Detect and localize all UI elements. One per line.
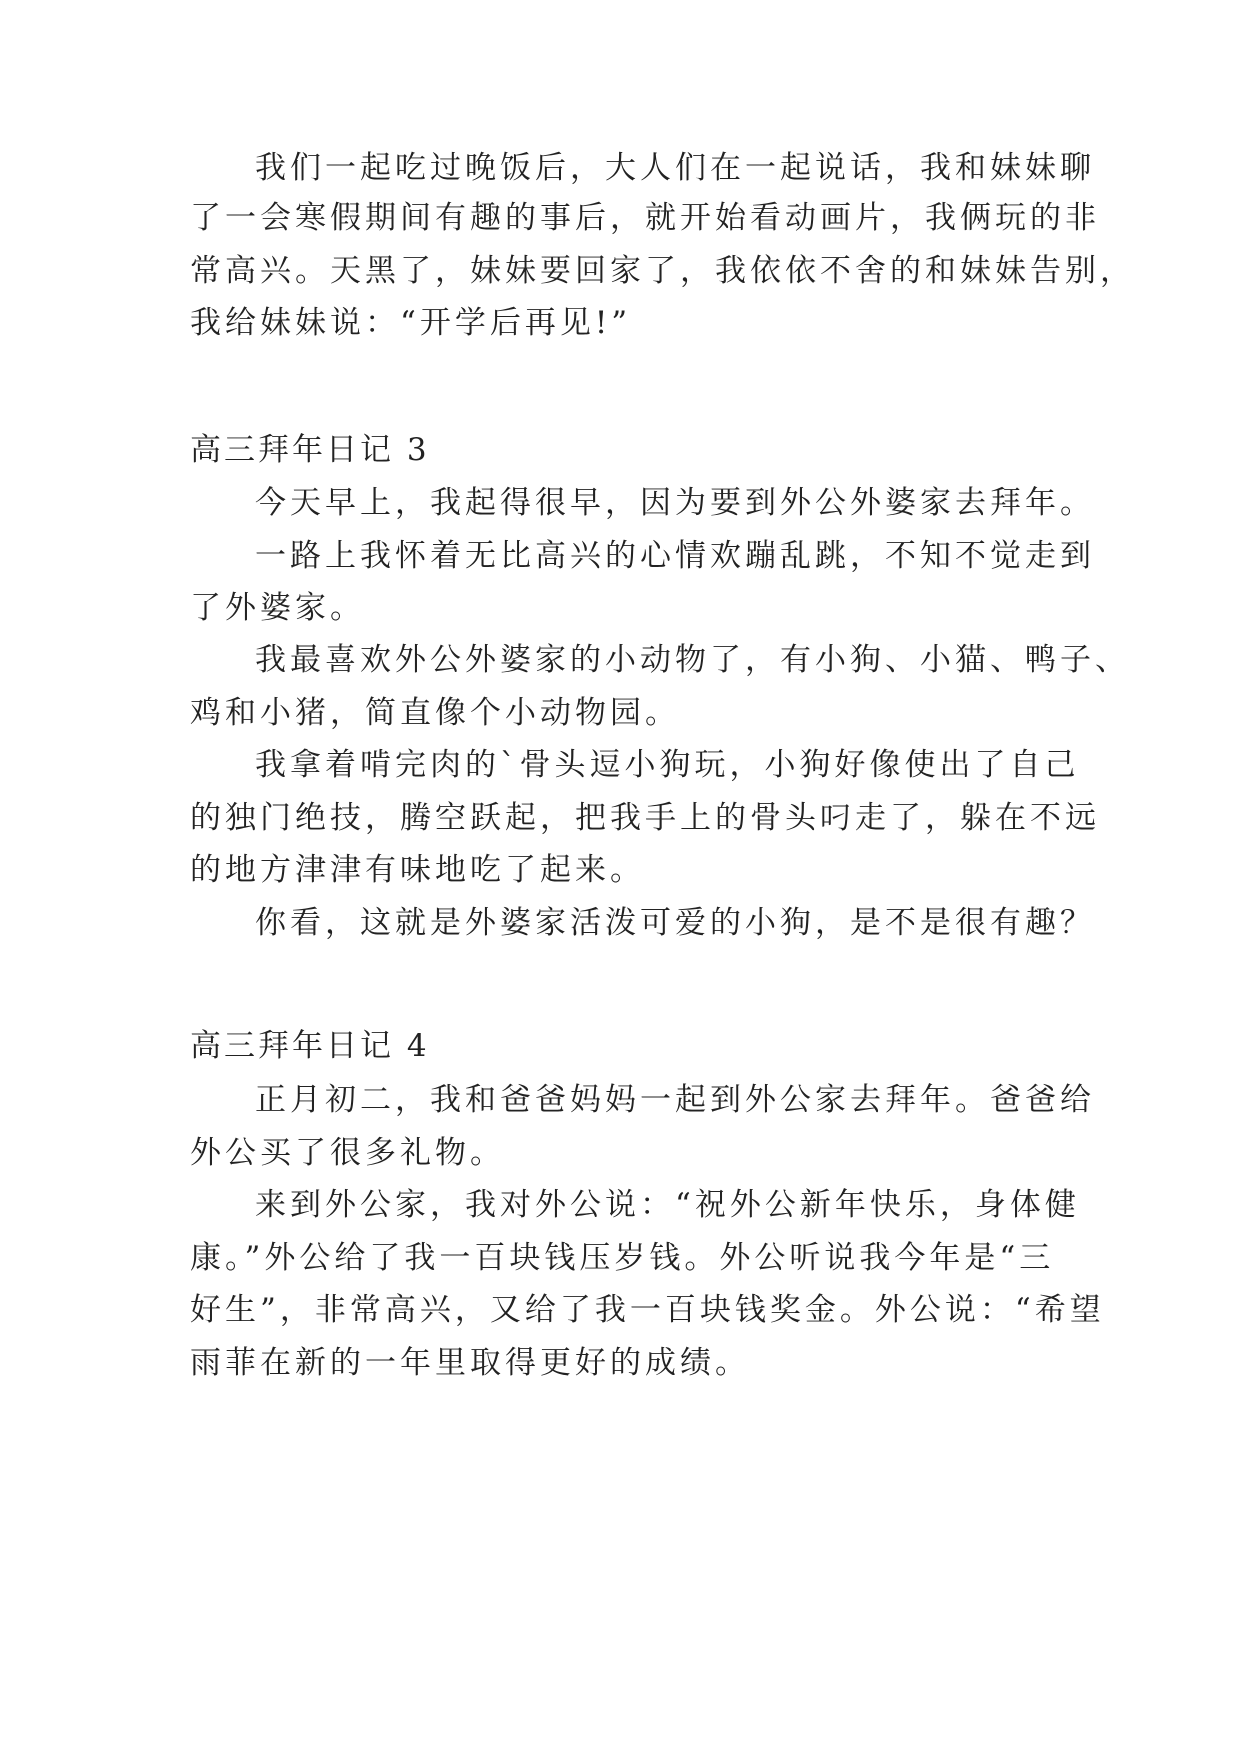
- paragraph-line: 外公买了很多礼物。: [190, 1135, 505, 1171]
- paragraph-line: 的独门绝技，腾空跃起，把我手上的骨头叼走了，躲在不远: [190, 800, 1100, 836]
- paragraph-line: 好生”，非常高兴，又给了我一百块钱奖金。外公说：“希望: [190, 1292, 1105, 1328]
- paragraph-line: 我给妹妹说：“开学后再见!”: [190, 305, 632, 341]
- paragraph-line: 来到外公家，我对外公说：“祝外公新年快乐，身体健: [255, 1187, 1080, 1223]
- paragraph-line: 我最喜欢外公外婆家的小动物了，有小狗、小猫、鸭子、: [255, 642, 1130, 678]
- paragraph-line: 一路上我怀着无比高兴的心情欢蹦乱跳，不知不觉走到: [255, 538, 1095, 574]
- paragraph-line: 康。”外公给了我一百块钱压岁钱。外公听说我今年是“三: [190, 1240, 1055, 1276]
- paragraph-line: 正月初二，我和爸爸妈妈一起到外公家去拜年。爸爸给: [255, 1082, 1095, 1118]
- paragraph-line: 你看，这就是外婆家活泼可爱的小狗，是不是很有趣？: [255, 905, 1095, 941]
- paragraph-line: 鸡和小猪，简直像个小动物园。: [190, 695, 680, 731]
- paragraph-line: 了一会寒假期间有趣的事后，就开始看动画片，我俩玩的非: [190, 200, 1100, 236]
- paragraph-line: 雨菲在新的一年里取得更好的成绩。: [190, 1345, 750, 1381]
- section-heading: 高三拜年日记 3: [190, 432, 430, 468]
- paragraph-line: 我们一起吃过晚饭后，大人们在一起说话，我和妹妹聊: [255, 150, 1095, 186]
- paragraph-line: 我拿着啃完肉的`骨头逗小狗玩，小狗好像使出了自己: [255, 747, 1080, 783]
- paragraph-line: 常高兴。天黑了，妹妹要回家了，我依依不舍的和妹妹告别，: [190, 253, 1135, 289]
- paragraph-line: 的地方津津有味地吃了起来。: [190, 852, 645, 888]
- paragraph-line: 了外婆家。: [190, 590, 365, 626]
- paragraph-line: 今天早上，我起得很早，因为要到外公外婆家去拜年。: [255, 485, 1095, 521]
- section-heading: 高三拜年日记 4: [190, 1028, 430, 1064]
